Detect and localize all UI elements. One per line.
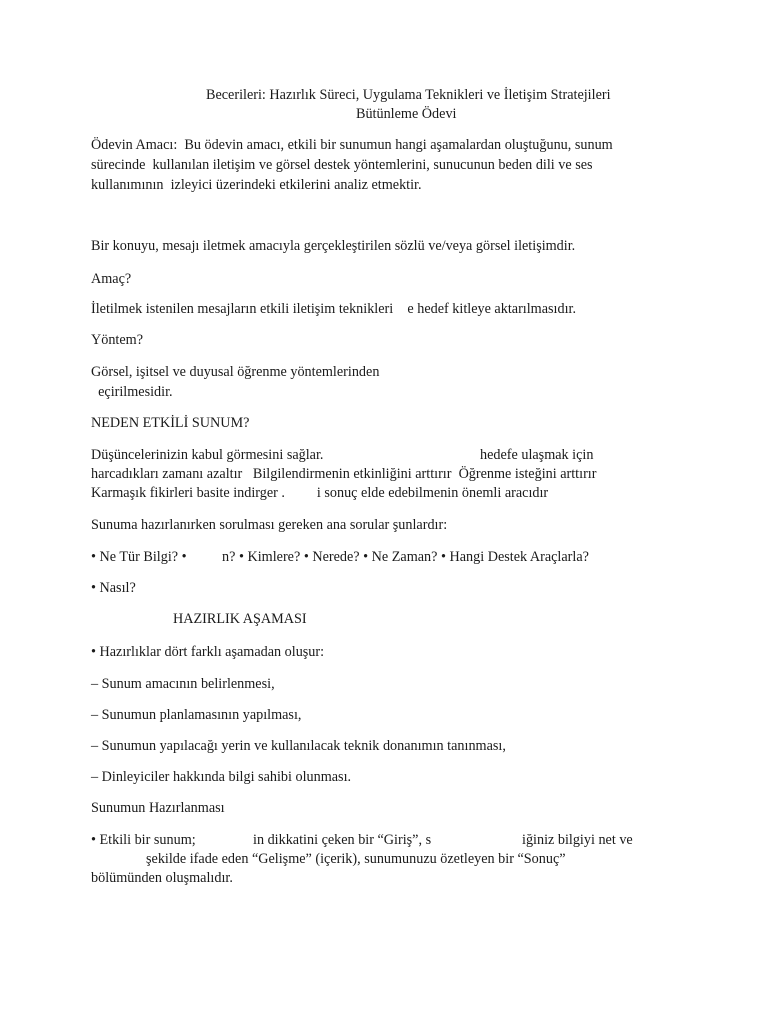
neden-line-1b: hedefe ulaşmak için	[480, 447, 594, 463]
yontem-answer-line-1: Görsel, işitsel ve duyusal öğrenme yöntemlerinden	[91, 364, 380, 380]
stage-item: – Sunumun yapılacağı yerin ve kullanılacak teknik donanımın tanınması,	[91, 738, 506, 754]
stage-item: – Dinleyiciler hakkında bilgi sahibi olunması.	[91, 769, 352, 785]
etkili-line-2: şekilde ifade eden “Gelişme” (içerik), sunumunuzu özetleyen bir “Sonuç”	[146, 851, 566, 867]
etkili-line-1a: • Etkili bir sunum;	[91, 832, 196, 848]
yontem-question: Yöntem?	[91, 332, 144, 348]
neden-line-3: Karmaşık fikirleri basite indirger . i sonuç elde edebilmenin önemli aracıdır	[91, 485, 549, 501]
hazirlik-heading: HAZIRLIK AŞAMASI	[173, 611, 307, 627]
amac-answer: İletilmek istenilen mesajların etkili iletişim teknikleri e hedef kitleye aktarılmasıdır.	[91, 301, 576, 317]
purpose-line-1: Ödevin Amacı: Bu ödevin amacı, etkili bir sunumun hangi aşamalardan oluştuğunu, sunum	[91, 137, 613, 153]
etkili-line-1c: iğiniz bilgiyi net ve	[522, 832, 633, 848]
title-line-1: Becerileri: Hazırlık Süreci, Uygulama Teknikleri ve İletişim Stratejileri	[206, 87, 611, 103]
yontem-answer-line-2: eçirilmesidir.	[91, 384, 173, 400]
sunum-hazirlanmasi-heading: Sunumun Hazırlanması	[91, 800, 225, 816]
questions-intro: Sunuma hazırlanırken sorulması gereken ana sorular şunlardır:	[91, 517, 448, 533]
neden-line-1a: Düşüncelerinizin kabul görmesini sağlar.	[91, 447, 324, 463]
definition-paragraph: Bir konuyu, mesajı iletmek amacıyla gerçekleştirilen sözlü ve/veya görsel iletişimdir.	[91, 238, 576, 254]
stage-item: – Sunumun planlamasının yapılması,	[91, 707, 302, 723]
etkili-line-3: bölümünden oluşmalıdır.	[91, 870, 233, 886]
purpose-line-2: sürecinde kullanılan iletişim ve görsel destek yöntemlerini, sunucunun beden dili ve ses	[91, 157, 593, 173]
amac-question: Amaç?	[91, 271, 132, 287]
neden-line-2: harcadıkları zamanı azaltır Bilgilendirmenin etkinliğini arttırır Öğrenme isteğini arttırır	[91, 466, 597, 482]
title-line-2: Bütünleme Ödevi	[356, 106, 457, 122]
purpose-line-3: kullanımının izleyici üzerindeki etkilerini analiz etmektir.	[91, 177, 422, 193]
etkili-line-1b: in dikkatini çeken bir “Giriş”, s	[253, 832, 432, 848]
neden-heading: NEDEN ETKİLİ SUNUM?	[91, 415, 250, 431]
hazirlik-intro: • Hazırlıklar dört farklı aşamadan oluşur:	[91, 644, 325, 660]
questions-line: • Ne Tür Bilgi? • n? • Kimlere? • Nerede? • Ne Zaman? • Hangi Destek Araçlarla?	[91, 549, 589, 565]
questions-nasil: • Nasıl?	[91, 580, 136, 596]
stage-item: – Sunum amacının belirlenmesi,	[91, 676, 275, 692]
